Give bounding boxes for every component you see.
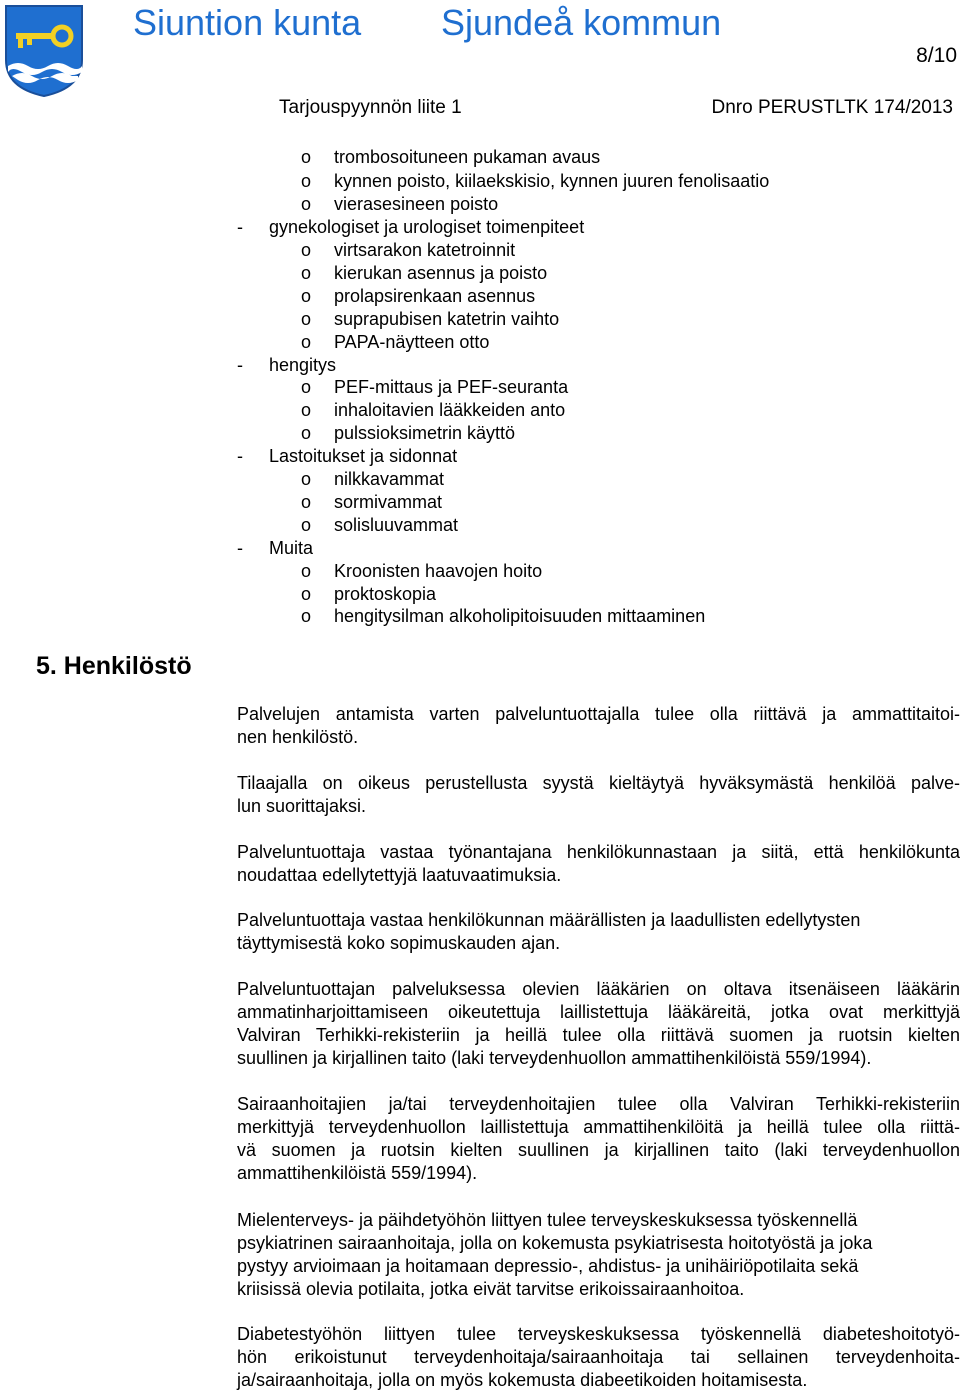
dash-marker: -	[237, 446, 243, 466]
bullet-marker: o	[301, 584, 312, 604]
dash-marker: -	[237, 217, 243, 237]
bullet-marker: o	[301, 515, 312, 535]
paragraph: Palvelujen antamista varten palveluntuottajalla tulee olla riittävä ja ammattitaitoi- nen henkilöstö.	[237, 704, 960, 747]
bullet-marker: o	[301, 309, 312, 329]
section-heading: 5. Henkilöstö	[36, 652, 192, 680]
municipality-name-swedish: Sjundeå kommun	[441, 2, 722, 43]
bullet-marker: o	[301, 171, 312, 191]
paragraph: Sairaanhoitajien ja/tai terveydenhoitajien tulee olla Valviran Terhikki-rekisteriin merkittyjä terveydenhuollon laillistettuja ammattihenkilöitä ja heillä tulee olla riittä- vä suomen ja ruotsin kielten suullinen ja kirjallinen taito (laki terveydenhuollon ammattihenkilöistä 559/1994).	[237, 1094, 960, 1183]
bullet-marker: o	[301, 377, 312, 397]
municipality-name-finnish: Siuntion kunta	[133, 2, 362, 43]
municipal-crest-icon	[4, 4, 84, 98]
paragraph: Tilaajalla on oikeus perustellusta syystä kieltäytyä hyväksymästä henkilöä palve- lun suorittajaksi.	[237, 773, 960, 816]
document-attachment-label: Tarjouspyynnön liite 1	[279, 97, 462, 118]
paragraph: Mielenterveys- ja päihdetyöhön liittyen tulee terveyskeskuksessa työskennellä psykiatrinen sairaanhoitaja, jolla on kokemusta psykiatrisesta hoitotyöstä ja joka pystyy arvioimaan ja hoitamaan depressio-, ahdistus- ja unihäiriöpotilaita sekä kriisissä olevia potilaita, jotka eivät tarvitse erikoissairaanhoitoa.	[237, 1210, 873, 1299]
paragraph: Palveluntuottaja vastaa työnantajana henkilökunnastaan ja siitä, että henkilökunta noudattaa edellytettyjä laatuvaatimuksia.	[237, 842, 960, 885]
bullet-marker: o	[301, 194, 312, 214]
bullet-marker: o	[301, 400, 312, 420]
bullet-marker: o	[301, 332, 312, 352]
paragraph: Palveluntuottaja vastaa henkilökunnan määrällisten ja laadullisten edellytysten täyttymisestä koko sopimuskauden ajan.	[237, 910, 861, 953]
bullet-marker: o	[301, 606, 312, 626]
bullet-marker: o	[301, 561, 312, 581]
dash-marker: -	[237, 538, 243, 558]
bullet-marker: o	[301, 469, 312, 489]
bullet-marker: o	[301, 286, 312, 306]
bullet-marker: o	[301, 263, 312, 283]
bullet-marker: o	[301, 492, 312, 512]
bullet-marker: o	[301, 240, 312, 260]
bullet-marker: o	[301, 423, 312, 443]
paragraph: Diabetestyöhön liittyen tulee terveyskeskuksessa työskennellä diabeteshoitotyö- hön erikoistunut terveydenhoitaja/sairaanhoitaja tai sellainen terveydenhoita- ja/sairaanhoitaja, jolla on myös kokemusta diabeetikoiden hoitamisesta.	[237, 1324, 960, 1390]
page-number: 8/10	[916, 44, 957, 67]
bullet-marker: o	[301, 147, 312, 167]
paragraph: Palveluntuottajan palveluksessa olevien lääkärien on oltava itsenäiseen lääkärin ammatinharjoittamiseen oikeutettuja laillistettuja lääkäreitä, jotka ovat merkittyjä Valviran Terhikki-rekisteriin ja heillä tulee olla riittävä suomen ja ruotsin kielten suullinen ja kirjallinen taito (laki terveydenhuollon ammattihenkilöistä 559/1994).	[237, 979, 960, 1068]
document-reference-number: Dnro PERUSTLTK 174/2013	[711, 97, 953, 118]
dash-marker: -	[237, 355, 243, 375]
